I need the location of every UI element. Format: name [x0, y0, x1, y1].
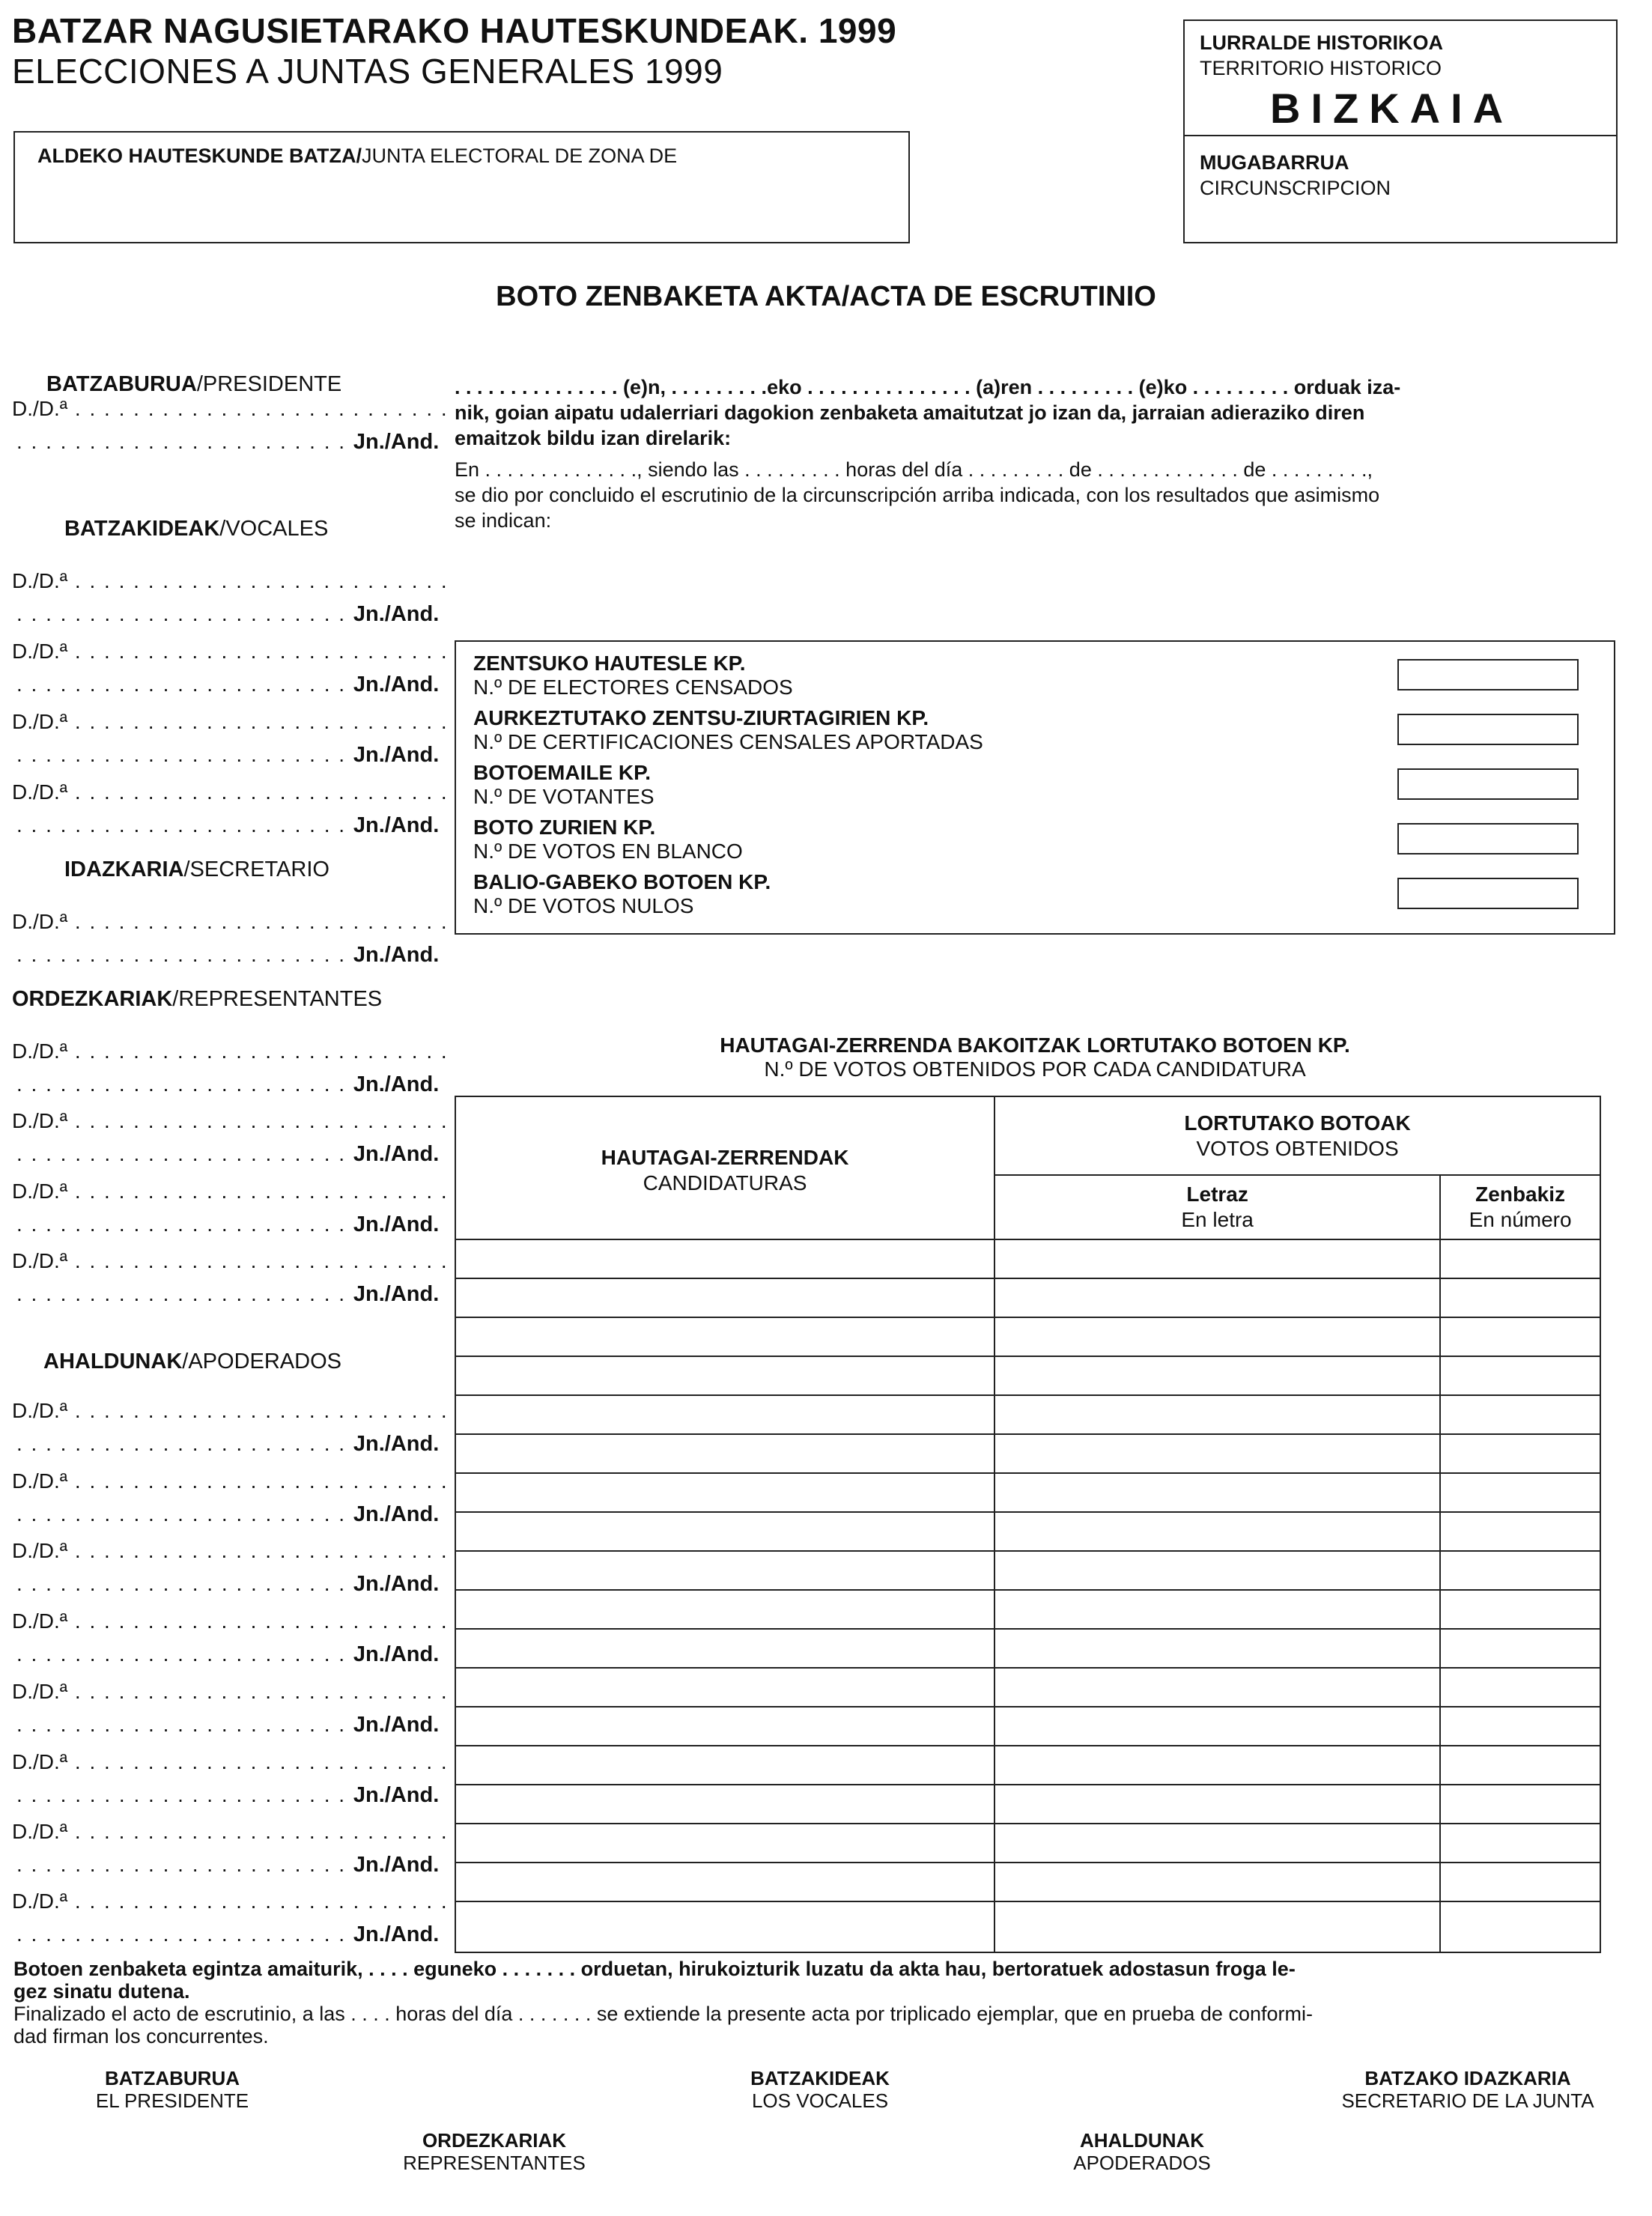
territory-name: BIZKAIA: [1270, 85, 1514, 132]
count-label-3: BOTO ZURIEN KP. N.º DE VOTOS EN BLANCO: [473, 816, 743, 863]
left-heading-4: AHALDUNAK/APODERADOS: [43, 1350, 341, 1373]
signatory-name-line[interactable]: D./D.ª . . . . . . . . . . . . . . . . . . . . . . . . . .: [12, 569, 449, 592]
closing-eu-line2: gez sinatu dutena.: [13, 1980, 190, 2003]
votes-number-cell[interactable]: [1440, 1707, 1600, 1746]
header-number: [1440, 1175, 1600, 1239]
signatory-signature-line[interactable]: . . . . . . . . . . . . . . . . . . . . . . . Jn./And.: [16, 602, 440, 626]
title-basque: BATZAR NAGUSIETARAKO HAUTESKUNDEAK. 1999: [12, 11, 897, 50]
territory-label-eu: LURRALDE HISTORIKOA: [1200, 31, 1444, 54]
votes-number-cell[interactable]: [1440, 1824, 1600, 1863]
signatory-signature-line[interactable]: . . . . . . . . . . . . . . . . . . . . . . . Jn./And.: [16, 1922, 440, 1946]
candidature-cell[interactable]: [455, 1863, 994, 1901]
votes-letter-cell[interactable]: [994, 1863, 1440, 1901]
signatory-name-line[interactable]: D./D.ª . . . . . . . . . . . . . . . . . . . . . . . . . .: [12, 1109, 449, 1132]
signatory-name-line[interactable]: D./D.ª . . . . . . . . . . . . . . . . . . . . . . . . . .: [12, 1889, 449, 1913]
signatory-name-line[interactable]: D./D.ª . . . . . . . . . . . . . . . . . . . . . . . . . .: [12, 1539, 449, 1562]
signature-vocals: BATZAKIDEAK LOS VOCALES: [750, 2067, 890, 2112]
signatory-name-line[interactable]: D./D.ª . . . . . . . . . . . . . . . . . . . . . . . . . .: [12, 1750, 449, 1773]
candidature-cell[interactable]: [455, 1707, 994, 1746]
signatory-signature-line[interactable]: . . . . . . . . . . . . . . . . . . . . . . . Jn./And.: [16, 1072, 440, 1096]
signatory-name-line[interactable]: D./D.ª . . . . . . . . . . . . . . . . . . . . . . . . . .: [12, 640, 449, 663]
table-row: [455, 1239, 1600, 1278]
intro-es-line3: se indican:: [455, 509, 552, 532]
zone-box[interactable]: [13, 131, 910, 243]
candidature-cell[interactable]: [455, 1785, 994, 1824]
signatory-signature-line[interactable]: . . . . . . . . . . . . . . . . . . . . . . . Jn./And.: [16, 1142, 440, 1166]
votes-letter-cell[interactable]: [994, 1707, 1440, 1746]
count-label-1: AURKEZTUTAKO ZENTSU-ZIURTAGIRIEN KP. N.º DE CERTIFICACIONES CENSALES APORTADAS: [473, 706, 983, 753]
signatory-signature-line[interactable]: . . . . . . . . . . . . . . . . . . . . . . . Jn./And.: [16, 1783, 440, 1807]
territory-divider: [1185, 135, 1616, 136]
signatory-name-line[interactable]: D./D.ª . . . . . . . . . . . . . . . . . . . . . . . . . .: [12, 910, 449, 933]
signatory-name-line[interactable]: D./D.ª . . . . . . . . . . . . . . . . . . . . . . . . . .: [12, 1249, 449, 1272]
count-input-2[interactable]: [1397, 768, 1579, 800]
candidature-cell[interactable]: [455, 1434, 994, 1473]
votes-letter-cell[interactable]: [994, 1824, 1440, 1863]
votes-letter-cell[interactable]: [994, 1746, 1440, 1785]
signature-secretary: BATZAKO IDAZKARIA SECRETARIO DE LA JUNTA: [1341, 2067, 1594, 2112]
votes-number-cell[interactable]: [1440, 1395, 1600, 1434]
page-title: BOTO ZENBAKETA AKTA/ACTA DE ESCRUTINIO: [496, 281, 1156, 312]
number-header-es: En número: [1469, 1208, 1572, 1231]
zone-label: ALDEKO HAUTESKUNDE BATZA/JUNTA ELECTORAL DE ZONA DE: [37, 145, 678, 167]
signatory-name-line[interactable]: D./D.ª . . . . . . . . . . . . . . . . . . . . . . . . . .: [12, 710, 449, 733]
votes-header-eu: LORTUTAKO BOTOAK: [1184, 1111, 1411, 1135]
cand-header-es: CANDIDATURAS: [643, 1171, 807, 1194]
signatory-signature-line[interactable]: . . . . . . . . . . . . . . . . . . . . . . . Jn./And.: [16, 673, 440, 696]
signatory-signature-line[interactable]: . . . . . . . . . . . . . . . . . . . . . . . Jn./And.: [16, 1853, 440, 1877]
territory-box: [1183, 19, 1618, 243]
signatory-signature-line[interactable]: . . . . . . . . . . . . . . . . . . . . . . . Jn./And.: [16, 430, 440, 454]
candidature-cell[interactable]: [455, 1629, 994, 1668]
district-label-es: CIRCUNSCRIPCION: [1200, 177, 1391, 199]
count-label-0: ZENTSUKO HAUTESLE KP. N.º DE ELECTORES CENSADOS: [473, 652, 793, 699]
candidature-cell[interactable]: [455, 1278, 994, 1317]
intro-eu-line2: nik, goian aipatu udalerriari dagokion zenbaketa amaitutzat jo izan da, jarraian adieraziko diren: [455, 401, 1365, 424]
signatory-name-line[interactable]: D./D.ª . . . . . . . . . . . . . . . . . . . . . . . . . .: [12, 397, 449, 420]
candidature-cell[interactable]: [455, 1512, 994, 1551]
territory-label-es: TERRITORIO HISTORICO: [1200, 57, 1442, 79]
table-row: [455, 1668, 1600, 1707]
left-heading-1: BATZAKIDEAK/VOCALES: [64, 517, 329, 541]
closing-eu-line1: Botoen zenbaketa egintza amaiturik, . . . . eguneko . . . . . . . orduetan, hirukoizturik luzatu da akta hau, bertoratuek adostasun froga le-: [13, 1958, 1296, 1980]
votes-number-cell[interactable]: [1440, 1356, 1600, 1395]
count-input-1[interactable]: [1397, 714, 1579, 745]
votes-number-cell[interactable]: [1440, 1629, 1600, 1668]
count-input-4[interactable]: [1397, 878, 1579, 909]
signatory-signature-line[interactable]: . . . . . . . . . . . . . . . . . . . . . . . Jn./And.: [16, 943, 440, 967]
votes-letter-cell[interactable]: [994, 1512, 1440, 1551]
votes-number-cell[interactable]: [1440, 1590, 1600, 1629]
votes-header-es: VOTOS OBTENIDOS: [1196, 1136, 1399, 1160]
candidature-cell[interactable]: [455, 1239, 994, 1278]
signatory-signature-line[interactable]: . . . . . . . . . . . . . . . . . . . . . . . Jn./And.: [16, 1282, 440, 1306]
signatory-signature-line[interactable]: . . . . . . . . . . . . . . . . . . . . . . . Jn./And.: [16, 1572, 440, 1596]
intro-es-line2: se dio por concluido el escrutinio de la circunscripción arriba indicada, con los resultados que asimismo: [455, 484, 1380, 506]
votes-number-cell[interactable]: [1440, 1239, 1600, 1278]
candidature-cell[interactable]: [455, 1668, 994, 1707]
votes-letter-cell[interactable]: [994, 1590, 1440, 1629]
votes-number-cell[interactable]: [1440, 1863, 1600, 1901]
signatory-signature-line[interactable]: . . . . . . . . . . . . . . . . . . . . . . . Jn./And.: [16, 1502, 440, 1526]
candidature-cell[interactable]: [455, 1395, 994, 1434]
count-input-3[interactable]: [1397, 823, 1579, 854]
table-row: [455, 1824, 1600, 1863]
signatory-name-line[interactable]: D./D.ª . . . . . . . . . . . . . . . . . . . . . . . . . .: [12, 780, 449, 804]
votes-number-cell[interactable]: [1440, 1901, 1600, 1952]
candidature-cell[interactable]: [455, 1356, 994, 1395]
votes-title: [455, 1033, 1615, 1081]
table-row: [455, 1278, 1600, 1317]
votes-number-cell[interactable]: [1440, 1434, 1600, 1473]
count-input-0[interactable]: [1397, 659, 1579, 690]
candidature-cell[interactable]: [455, 1551, 994, 1590]
closing-paragraph: [13, 1956, 1631, 2049]
intro-eu-line1: . . . . . . . . . . . . . . . (e)n, . . . . . . . . .eko . . . . . . . . . . . . . . . (a)ren . . . . . . . . . (e)ko . . . . . . . . . orduak iza-: [455, 376, 1401, 398]
votes-letter-cell[interactable]: [994, 1278, 1440, 1317]
candidature-cell[interactable]: [455, 1746, 994, 1785]
signatory-signature-line[interactable]: . . . . . . . . . . . . . . . . . . . . . . . Jn./And.: [16, 1642, 440, 1666]
votes-letter-cell[interactable]: [994, 1551, 1440, 1590]
closing-es-line2: dad firman los concurrentes.: [13, 2025, 269, 2047]
signatory-name-line[interactable]: D./D.ª . . . . . . . . . . . . . . . . . . . . . . . . . .: [12, 1680, 449, 1703]
intro-eu-line3: emaitzok bildu izan direlarik:: [455, 427, 732, 449]
votes-title-es: N.º DE VOTOS OBTENIDOS POR CADA CANDIDATURA: [764, 1057, 1306, 1081]
letter-header-eu: Letraz: [1186, 1183, 1248, 1206]
signatory-signature-line[interactable]: . . . . . . . . . . . . . . . . . . . . . . . Jn./And.: [16, 743, 440, 767]
votes-letter-cell[interactable]: [994, 1901, 1440, 1952]
count-label-4: BALIO-GABEKO BOTOEN KP. N.º DE VOTOS NULOS: [473, 870, 771, 917]
signatory-signature-line[interactable]: . . . . . . . . . . . . . . . . . . . . . . . Jn./And.: [16, 1713, 440, 1737]
district-label-eu: MUGABARRUA: [1200, 151, 1349, 174]
signature-proxies: AHALDUNAK APODERADOS: [1073, 2129, 1211, 2174]
signatory-signature-line[interactable]: . . . . . . . . . . . . . . . . . . . . . . . Jn./And.: [16, 813, 440, 837]
table-row: [455, 1629, 1600, 1668]
signatory-name-line[interactable]: D./D.ª . . . . . . . . . . . . . . . . . . . . . . . . . .: [12, 1399, 449, 1422]
table-row: [455, 1512, 1600, 1551]
table-row: [455, 1473, 1600, 1512]
header-votes: [994, 1096, 1600, 1175]
votes-letter-cell[interactable]: [994, 1434, 1440, 1473]
left-heading-0: BATZABURUA/PRESIDENTE: [46, 372, 342, 396]
table-row: [455, 1317, 1600, 1356]
table-row: [455, 1707, 1600, 1746]
letter-header-es: En letra: [1181, 1208, 1254, 1231]
table-row: [455, 1785, 1600, 1824]
header-letter: [994, 1175, 1440, 1239]
number-header-eu: Zenbakiz: [1475, 1183, 1565, 1206]
table-row: [455, 1434, 1600, 1473]
table-row: [455, 1746, 1600, 1785]
candidature-cell[interactable]: [455, 1317, 994, 1356]
intro-es-line1: En . . . . . . . . . . . . . ., siendo las . . . . . . . . . horas del día . . . . . . . . . de . . . . . . . . . . . . . de . . . . . . . . .,: [455, 458, 1373, 481]
votes-letter-cell[interactable]: [994, 1473, 1440, 1512]
left-heading-3: ORDEZKARIAK/REPRESENTANTES: [12, 987, 383, 1011]
candidates-table: [455, 1096, 1601, 1953]
table-row: [455, 1551, 1600, 1590]
signature-representatives: ORDEZKARIAK REPRESENTANTES: [403, 2129, 586, 2174]
table-row: [455, 1356, 1600, 1395]
signatory-name-line[interactable]: D./D.ª . . . . . . . . . . . . . . . . . . . . . . . . . .: [12, 1469, 449, 1493]
candidature-cell[interactable]: [455, 1901, 994, 1952]
closing-es-line1: Finalizado el acto de escrutinio, a las . . . . horas del día . . . . . . . se extiende la presente acta por triplicado ejemplar, que en prueba de conformi-: [13, 2003, 1313, 2025]
signatory-name-line[interactable]: D./D.ª . . . . . . . . . . . . . . . . . . . . . . . . . .: [12, 1039, 449, 1063]
signatory-name-line[interactable]: D./D.ª . . . . . . . . . . . . . . . . . . . . . . . . . .: [12, 1180, 449, 1203]
votes-number-cell[interactable]: [1440, 1668, 1600, 1707]
header-candidatures: [455, 1096, 994, 1239]
signatory-name-line[interactable]: D./D.ª . . . . . . . . . . . . . . . . . . . . . . . . . .: [12, 1820, 449, 1843]
votes-letter-cell[interactable]: [994, 1668, 1440, 1707]
votes-number-cell[interactable]: [1440, 1473, 1600, 1512]
table-row: [455, 1395, 1600, 1434]
candidature-cell[interactable]: [455, 1824, 994, 1863]
signatory-signature-line[interactable]: . . . . . . . . . . . . . . . . . . . . . . . Jn./And.: [16, 1212, 440, 1236]
signatory-signature-line[interactable]: . . . . . . . . . . . . . . . . . . . . . . . Jn./And.: [16, 1432, 440, 1456]
votes-number-cell[interactable]: [1440, 1785, 1600, 1824]
votes-letter-cell[interactable]: [994, 1239, 1440, 1278]
votes-number-cell[interactable]: [1440, 1746, 1600, 1785]
votes-number-cell[interactable]: [1440, 1551, 1600, 1590]
signatory-name-line[interactable]: D./D.ª . . . . . . . . . . . . . . . . . . . . . . . . . .: [12, 1609, 449, 1633]
votes-number-cell[interactable]: [1440, 1278, 1600, 1317]
votes-title-eu: HAUTAGAI-ZERRENDA BAKOITZAK LORTUTAKO BOTOEN KP.: [720, 1033, 1350, 1057]
candidature-cell[interactable]: [455, 1473, 994, 1512]
votes-number-cell[interactable]: [1440, 1317, 1600, 1356]
count-label-2: BOTOEMAILE KP. N.º DE VOTANTES: [473, 761, 655, 808]
intro-paragraph: [455, 374, 1623, 533]
votes-letter-cell[interactable]: [994, 1785, 1440, 1824]
votes-letter-cell[interactable]: [994, 1629, 1440, 1668]
candidature-cell[interactable]: [455, 1590, 994, 1629]
table-row: [455, 1863, 1600, 1901]
cand-header-eu: HAUTAGAI-ZERRENDAK: [601, 1145, 849, 1169]
table-row: [455, 1901, 1600, 1952]
left-heading-2: IDAZKARIA/SECRETARIO: [64, 857, 330, 881]
votes-number-cell[interactable]: [1440, 1512, 1600, 1551]
table-row: [455, 1590, 1600, 1629]
votes-letter-cell[interactable]: [994, 1317, 1440, 1356]
title-spanish: ELECCIONES A JUNTAS GENERALES 1999: [12, 52, 723, 91]
votes-letter-cell[interactable]: [994, 1356, 1440, 1395]
votes-letter-cell[interactable]: [994, 1395, 1440, 1434]
signature-president: BATZABURUA EL PRESIDENTE: [95, 2067, 249, 2112]
